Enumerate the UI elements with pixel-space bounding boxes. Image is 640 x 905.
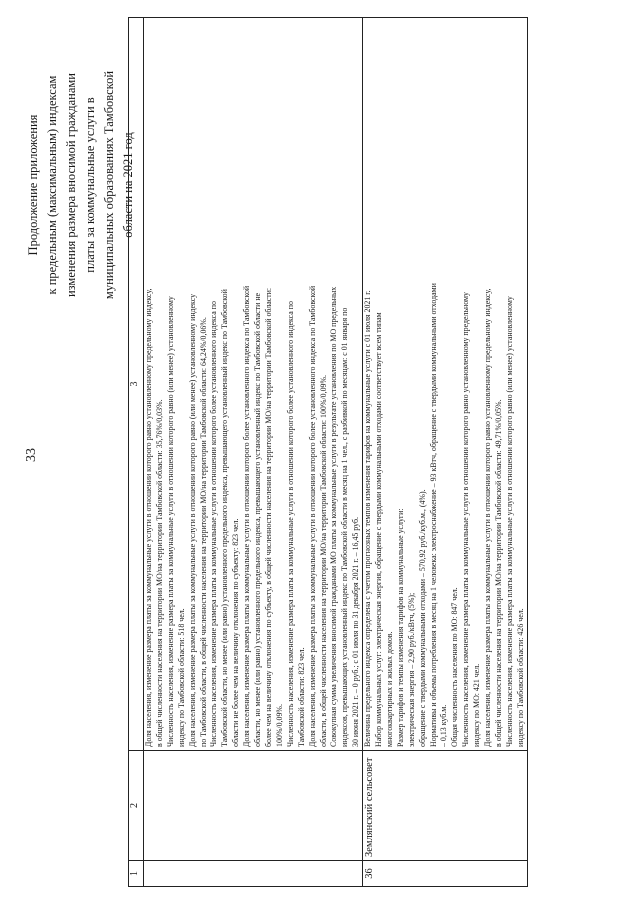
text-line: индексу по Тамбовской области: 426 чел. <box>515 608 525 747</box>
text-line: области, в общей численности населения на территории МО/на территории Тамбовской области: 100%/0,09%. <box>318 375 328 747</box>
text-line: по Тамбовской области, в общей численности населения на территории МО/на территории Тамбовской области: 64,24%/0,06%. <box>198 317 208 747</box>
heading-line: к предельным (максимальным) индексам <box>45 75 59 295</box>
text-line: обращение с твердыми коммунальными отходами – 570,92 руб./куб.м., (4%). <box>417 489 427 747</box>
text-line: индексу по Тамбовской области: 518 чел. <box>176 608 186 747</box>
index-table <box>128 17 528 887</box>
text-line: Численность населения, изменение размера платы за коммунальные услуги в отношении которого равно (или менее) установленному <box>165 296 175 747</box>
text-line: области, но менее (или равно) установленного предельного индекса, превышающего установленный индекс по Тамбовской области не <box>253 292 263 747</box>
description-cell-continued <box>144 18 363 751</box>
heading-line: Продолжение приложения <box>26 114 40 256</box>
text-line: Размер тарифов и темпы изменения тарифов на коммунальные услуги: <box>395 508 405 747</box>
description-cell <box>363 18 528 751</box>
row-number: 36 <box>363 861 528 887</box>
text-line: электрическая энергия – 2,90 руб./кВтч, (5%); <box>406 592 416 747</box>
text-line: более чем на величину отклонения по субъекту, в общей численности населения на территории МО/на территории Тамбовской области: <box>263 287 273 747</box>
text-line: Общая численность населения по МО: 847 чел. <box>450 587 460 747</box>
text-line: Доля населения, изменение размера платы за коммунальные услуги в отношении которого более установленного индекса по Тамбовской <box>307 285 317 747</box>
row-number-cell-empty <box>144 861 363 887</box>
text-line: Доля населения, изменение размера платы за коммунальные услуги в отношении которого более установленного индекса по Тамбовской <box>242 285 252 747</box>
column-header-1: 1 <box>129 861 144 887</box>
text-line: – 0,13 куб.м. <box>439 704 449 747</box>
page-number: 33 <box>24 448 39 462</box>
text-line: в общей численности населения на территории МО/на территории Тамбовской области: 35,76%/0,03%. <box>154 399 164 747</box>
text-line: Набор коммунальных услуг: электрическая энергия, обращение с твердыми коммунальными отходами соответствует всем типам <box>374 312 384 747</box>
text-line: Доля населения, изменение размера платы за коммунальные услуги в отношении которого равно (или менее) установленному индексу <box>187 293 197 747</box>
text-line: Тамбовской области: 823 чел. <box>296 647 306 747</box>
text-line: Численность населения, изменение размера платы за коммунальные услуги в отношении которого более установленного индекса по <box>209 301 219 747</box>
column-header-2: 2 <box>129 751 144 861</box>
table-row-continued <box>144 18 363 887</box>
text-line: Тамбовской области, но менее (или равно) установленного предельного индекса, превышающего установленный индекс по Тамбовской <box>220 289 230 747</box>
text-line: в общей численности населения на территории МО/на территории Тамбовской области: 49,71%/0,05%. <box>494 399 503 747</box>
heading-line: области на 2021 год <box>121 132 135 238</box>
column-header-3: 3 <box>129 18 144 751</box>
text-line: Доля населения, изменение размера платы за коммунальные услуги в отношении которого равно установленному предельному индексу, <box>483 288 493 747</box>
text-line: Совокупная сумма увеличения вносимой гражданами МО платы за коммунальные услуги в результате установления по МО предельных <box>329 286 339 747</box>
text-line: Численность населения, изменение размера платы за коммунальные услуги в отношении которого равно установленному предельному <box>461 292 471 747</box>
text-line: Нормативы и объемы потребления в месяц на 1 человека: электроснабжение – 93 кВтч, обращение с твердыми коммунальными отходами <box>428 283 438 747</box>
text-line: индексу по МО: 421 чел. <box>472 663 482 747</box>
text-line: 30 июня 2021 г. – 0 руб.; с 01 июля по 31 декабря 2021 г. – 16,45 руб. <box>351 517 361 747</box>
appendix-heading <box>24 25 138 345</box>
heading-line: муниципальных образованиях Тамбовской <box>102 70 116 300</box>
table-row <box>363 18 528 887</box>
heading-line: изменения размера вносимой гражданами <box>64 73 78 298</box>
text-line: многоквартирных и жилых домов. <box>384 631 394 747</box>
text-line: 100%/0,09%. <box>274 704 284 747</box>
row-name-cell-empty <box>144 751 363 861</box>
text-line: Численность населения, изменение размера платы за коммунальные услуги в отношении которого более установленного индекса по <box>285 301 295 747</box>
municipality-name: Землянский сельсовет <box>363 751 528 861</box>
table-header-row <box>129 18 144 887</box>
text-line: Величина предельного индекса определена с учетом прогнозных темпов изменения тарифов на коммунальные услуги с 01 июля 2021 г. <box>363 290 373 747</box>
text-line: Численность населения, изменение размера платы за коммунальные услуги в отношении которого равно (или менее) установленному <box>504 296 514 747</box>
text-line: области не более чем на величину отклонения по субъекту: 823 чел. <box>231 518 241 747</box>
heading-line: платы за коммунальные услуги в <box>83 97 97 273</box>
text-line: индексов, превышающих установленный индекс по Тамбовской области в месяц на 1 чел., с разбивкой по месяцам: с 01 января по <box>340 307 350 747</box>
text-line: Доля населения, изменение размера платы за коммунальные услуги в отношении которого равно установленному предельному индексу, <box>144 288 153 747</box>
